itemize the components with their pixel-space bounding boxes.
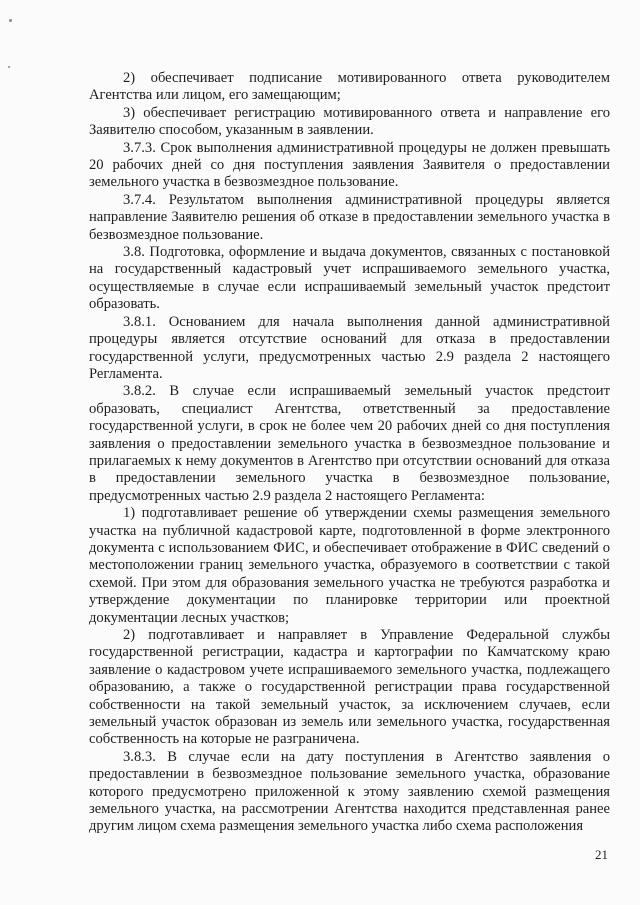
scan-dust-mark — [8, 66, 10, 68]
paragraph: 3.7.4. Результатом выполнения административной процедуры является направление Заявителю решения об отказе в предоставлении земельного участка в безвозмездное пользование. — [89, 191, 610, 243]
page-number: 21 — [595, 847, 608, 862]
document-body — [89, 70, 610, 836]
paragraph: 3.8. Подготовка, оформление и выдача документов, связанных с постановкой на государственный кадастровый учет испрашиваемого земельного участка, осуществляемые в случае если испрашиваемый земельный участок предстоит образовать. — [89, 244, 610, 313]
paragraph: 1) подготавливает решение об утверждении схемы размещения земельного участка на публичной кадастровой карте, подготовленной в форме электронного документа с использованием ФИС, и обеспечивает отображение в ФИС сведений о местоположении границ земельного участка, образуемого в соответствии с такой схемой. При этом для образования земельного участка не требуются разработка и утверждение документации по планировке территории или проектной документации лесных участков; — [89, 505, 610, 626]
paragraph: 3.8.1. Основанием для начала выполнения данной административной процедуры является отсутствие оснований для отказа в предоставлении государственной услуги, предусмотренных частью 2.9 раздела 2 настоящего Регламента. — [89, 313, 610, 382]
scan-dust-mark — [9, 19, 12, 22]
paragraph: 2) обеспечивает подписание мотивированного ответа руководителем Агентства или лицом, его замещающим; — [89, 70, 610, 104]
paragraph: 3.8.3. В случае если на дату поступления в Агентство заявления о предоставлении в безвозмездное пользование земельного участка, образование которого предусмотрено приложенной к этому заявлению схемой размещения земельного участка, на рассмотрении Агентства находится представленная ранее другим лицом схема размещения земельного участка либо схема расположения — [89, 748, 610, 835]
paragraph: 3) обеспечивает регистрацию мотивированного ответа и направление его Заявителю способом, указанным в заявлении. — [89, 104, 610, 139]
paragraph: 3.8.2. В случае если испрашиваемый земельный участок предстоит образовать, специалист Агентства, ответственный за предоставление государственной услуги, в срок не более чем 20 рабочих дней со дня поступления заявления о предоставлении земельного участка в безвозмездное пользование и прилагаемых к нему документов в Агентство при отсутствии оснований для отказа в предоставлении земельного участка в безвозмездное пользование, предусмотренных частью 2.9 раздела 2 настоящего Регламента: — [89, 383, 610, 504]
paragraph: 3.7.3. Срок выполнения административной процедуры не должен превышать 20 рабочих дней со дня поступления заявления Заявителя о предоставлении земельного участка в безвозмездное пользование. — [89, 139, 610, 191]
paragraph: 2) подготавливает и направляет в Управление Федеральной службы государственной регистрации, кадастра и картографии по Камчатскому краю заявление о кадастровом учете испрашиваемого земельного участка, подлежащего образованию, а также о государственной регистрации права государственной собственности на такой земельный участок, за исключением случаев, если земельный участок образован из земель или земельного участка, государственная собственность на которые не разграничена. — [89, 627, 610, 748]
